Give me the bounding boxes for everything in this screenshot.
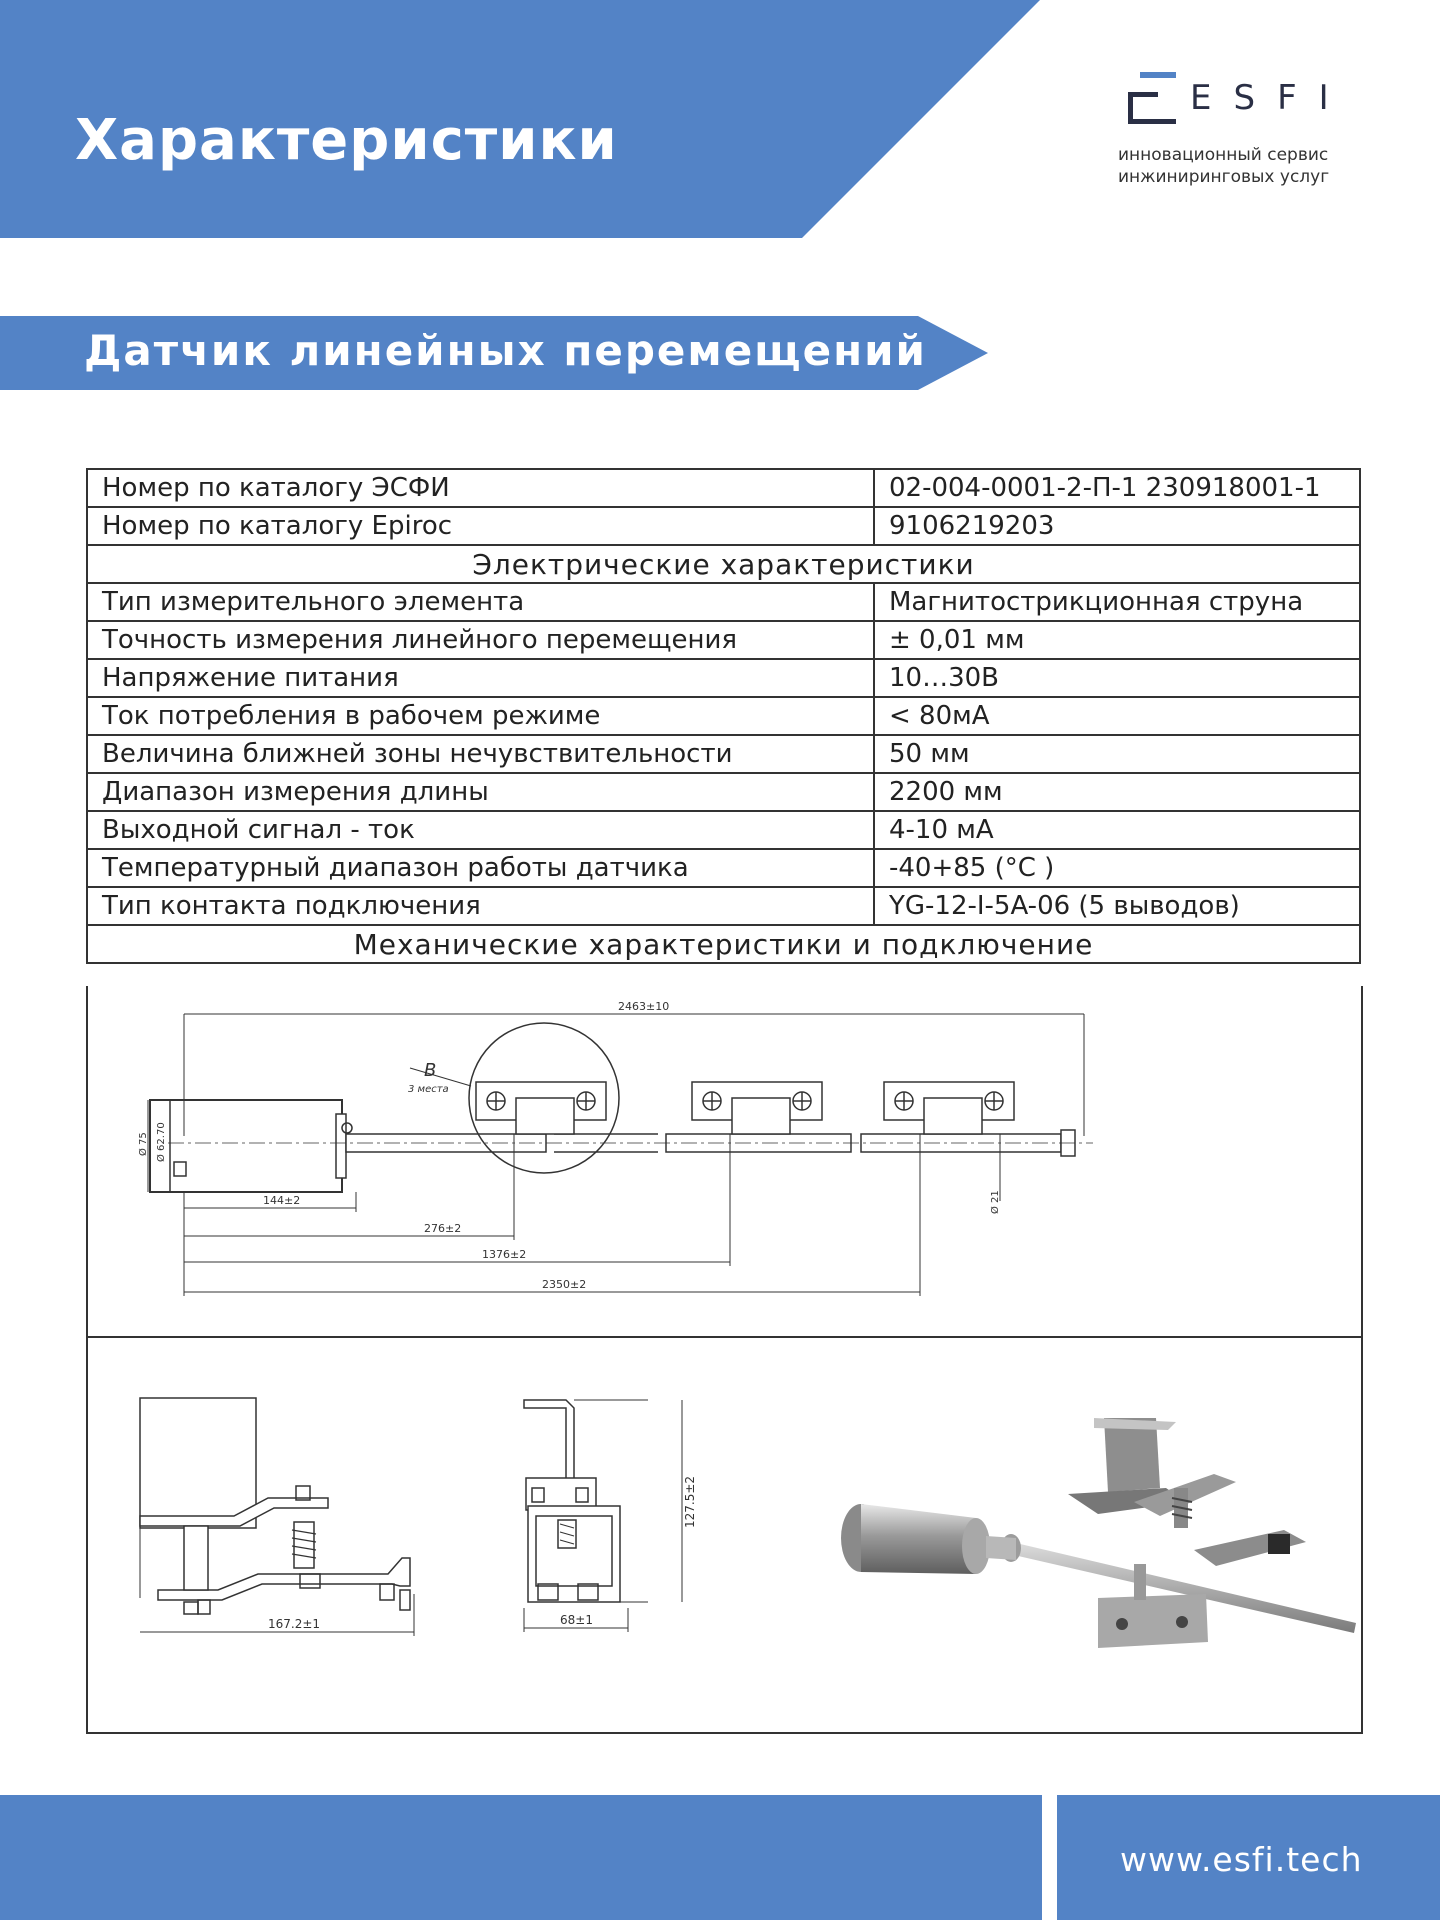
table-row: [87, 507, 1360, 545]
dia-75-label: Ø 75: [138, 1132, 149, 1156]
mechanical-heading: Механические характеристики и подключение: [87, 925, 1360, 963]
table-row: [87, 811, 1360, 849]
spec-label: Диапазон измерения длины: [87, 773, 874, 811]
spec-value: 02-004-0001-2-П-1 230918001-1: [874, 469, 1360, 507]
spec-label: Номер по каталогу Epiroc: [87, 507, 874, 545]
mounting-drawings: [88, 1338, 1361, 1732]
section-title: Датчик линейных перемещений: [84, 326, 927, 375]
bracket-side-drawing: [88, 1338, 648, 1732]
label-b: B: [424, 1060, 437, 1081]
drawings-box: [86, 986, 1363, 1734]
spec-value: 4-10 мА: [874, 811, 1360, 849]
dimension-drawing: [88, 986, 1361, 1338]
spec-label: Ток потребления в рабочем режиме: [87, 697, 874, 735]
sensor-3d-render: [836, 1418, 1356, 1718]
label-places: 3 места: [408, 1084, 449, 1095]
dim-total-label: 2463±10: [618, 1000, 670, 1013]
spec-label: Тип измерительного элемента: [87, 583, 874, 621]
table-row: [87, 583, 1360, 621]
dia-627-label: Ø 62.70: [156, 1122, 167, 1162]
sensor-dimension-drawing: [88, 986, 1361, 1336]
tagline-line1: инновационный сервис: [1118, 145, 1329, 165]
dim-1376-label: 1376±2: [482, 1248, 527, 1261]
table-row: [87, 735, 1360, 773]
table-row: [87, 469, 1360, 507]
spec-value: 9106219203: [874, 507, 1360, 545]
section-row: [87, 925, 1360, 963]
spec-label: Величина ближней зоны нечувствительности: [87, 735, 874, 773]
table-row: [87, 621, 1360, 659]
spec-value: 50 мм: [874, 735, 1360, 773]
bracket-front-dimension: [672, 1338, 712, 1732]
spec-value: ± 0,01 мм: [874, 621, 1360, 659]
spec-table: [86, 468, 1361, 964]
spec-value: YG-12-I-5A-06 (5 выводов): [874, 887, 1360, 925]
dia-21-label: Ø 21: [990, 1190, 1001, 1214]
spec-value: 2200 мм: [874, 773, 1360, 811]
dim-1275-label: 127.5±2: [683, 1475, 697, 1528]
page-title: Характеристики: [75, 108, 618, 173]
dim-2350-label: 2350±2: [542, 1278, 587, 1291]
logo-mark-icon: [1118, 70, 1178, 126]
spec-value: Магнитострикционная струна: [874, 583, 1360, 621]
footer-band-left: [0, 1795, 1042, 1920]
section-row: [87, 545, 1360, 583]
table-row: [87, 849, 1360, 887]
spec-label: Температурный диапазон работы датчика: [87, 849, 874, 887]
dim-276-label: 276±2: [424, 1222, 462, 1235]
spec-label: Напряжение питания: [87, 659, 874, 697]
spec-value: 10…30В: [874, 659, 1360, 697]
table-row: [87, 697, 1360, 735]
spec-label: Номер по каталогу ЭСФИ: [87, 469, 874, 507]
spec-value: -40+85 (°С ): [874, 849, 1360, 887]
dim-68-label: 68±1: [560, 1613, 593, 1627]
electrical-heading: Электрические характеристики: [87, 545, 1360, 583]
logo-text: ESFI: [1190, 78, 1351, 118]
table-row: [87, 773, 1360, 811]
table-row: [87, 887, 1360, 925]
spec-label: Точность измерения линейного перемещения: [87, 621, 874, 659]
spec-label: Выходной сигнал - ток: [87, 811, 874, 849]
company-logo: [1118, 70, 1368, 188]
spec-label: Тип контакта подключения: [87, 887, 874, 925]
footer-url-link[interactable]: www.esfi.tech: [1120, 1840, 1363, 1879]
table-row: [87, 659, 1360, 697]
spec-value: < 80мА: [874, 697, 1360, 735]
tagline-line2: инжиниринговых услуг: [1118, 167, 1330, 187]
dim-144-label: 144±2: [263, 1194, 301, 1207]
dim-167-label: 167.2±1: [268, 1617, 321, 1631]
logo-tagline: [1118, 144, 1368, 188]
